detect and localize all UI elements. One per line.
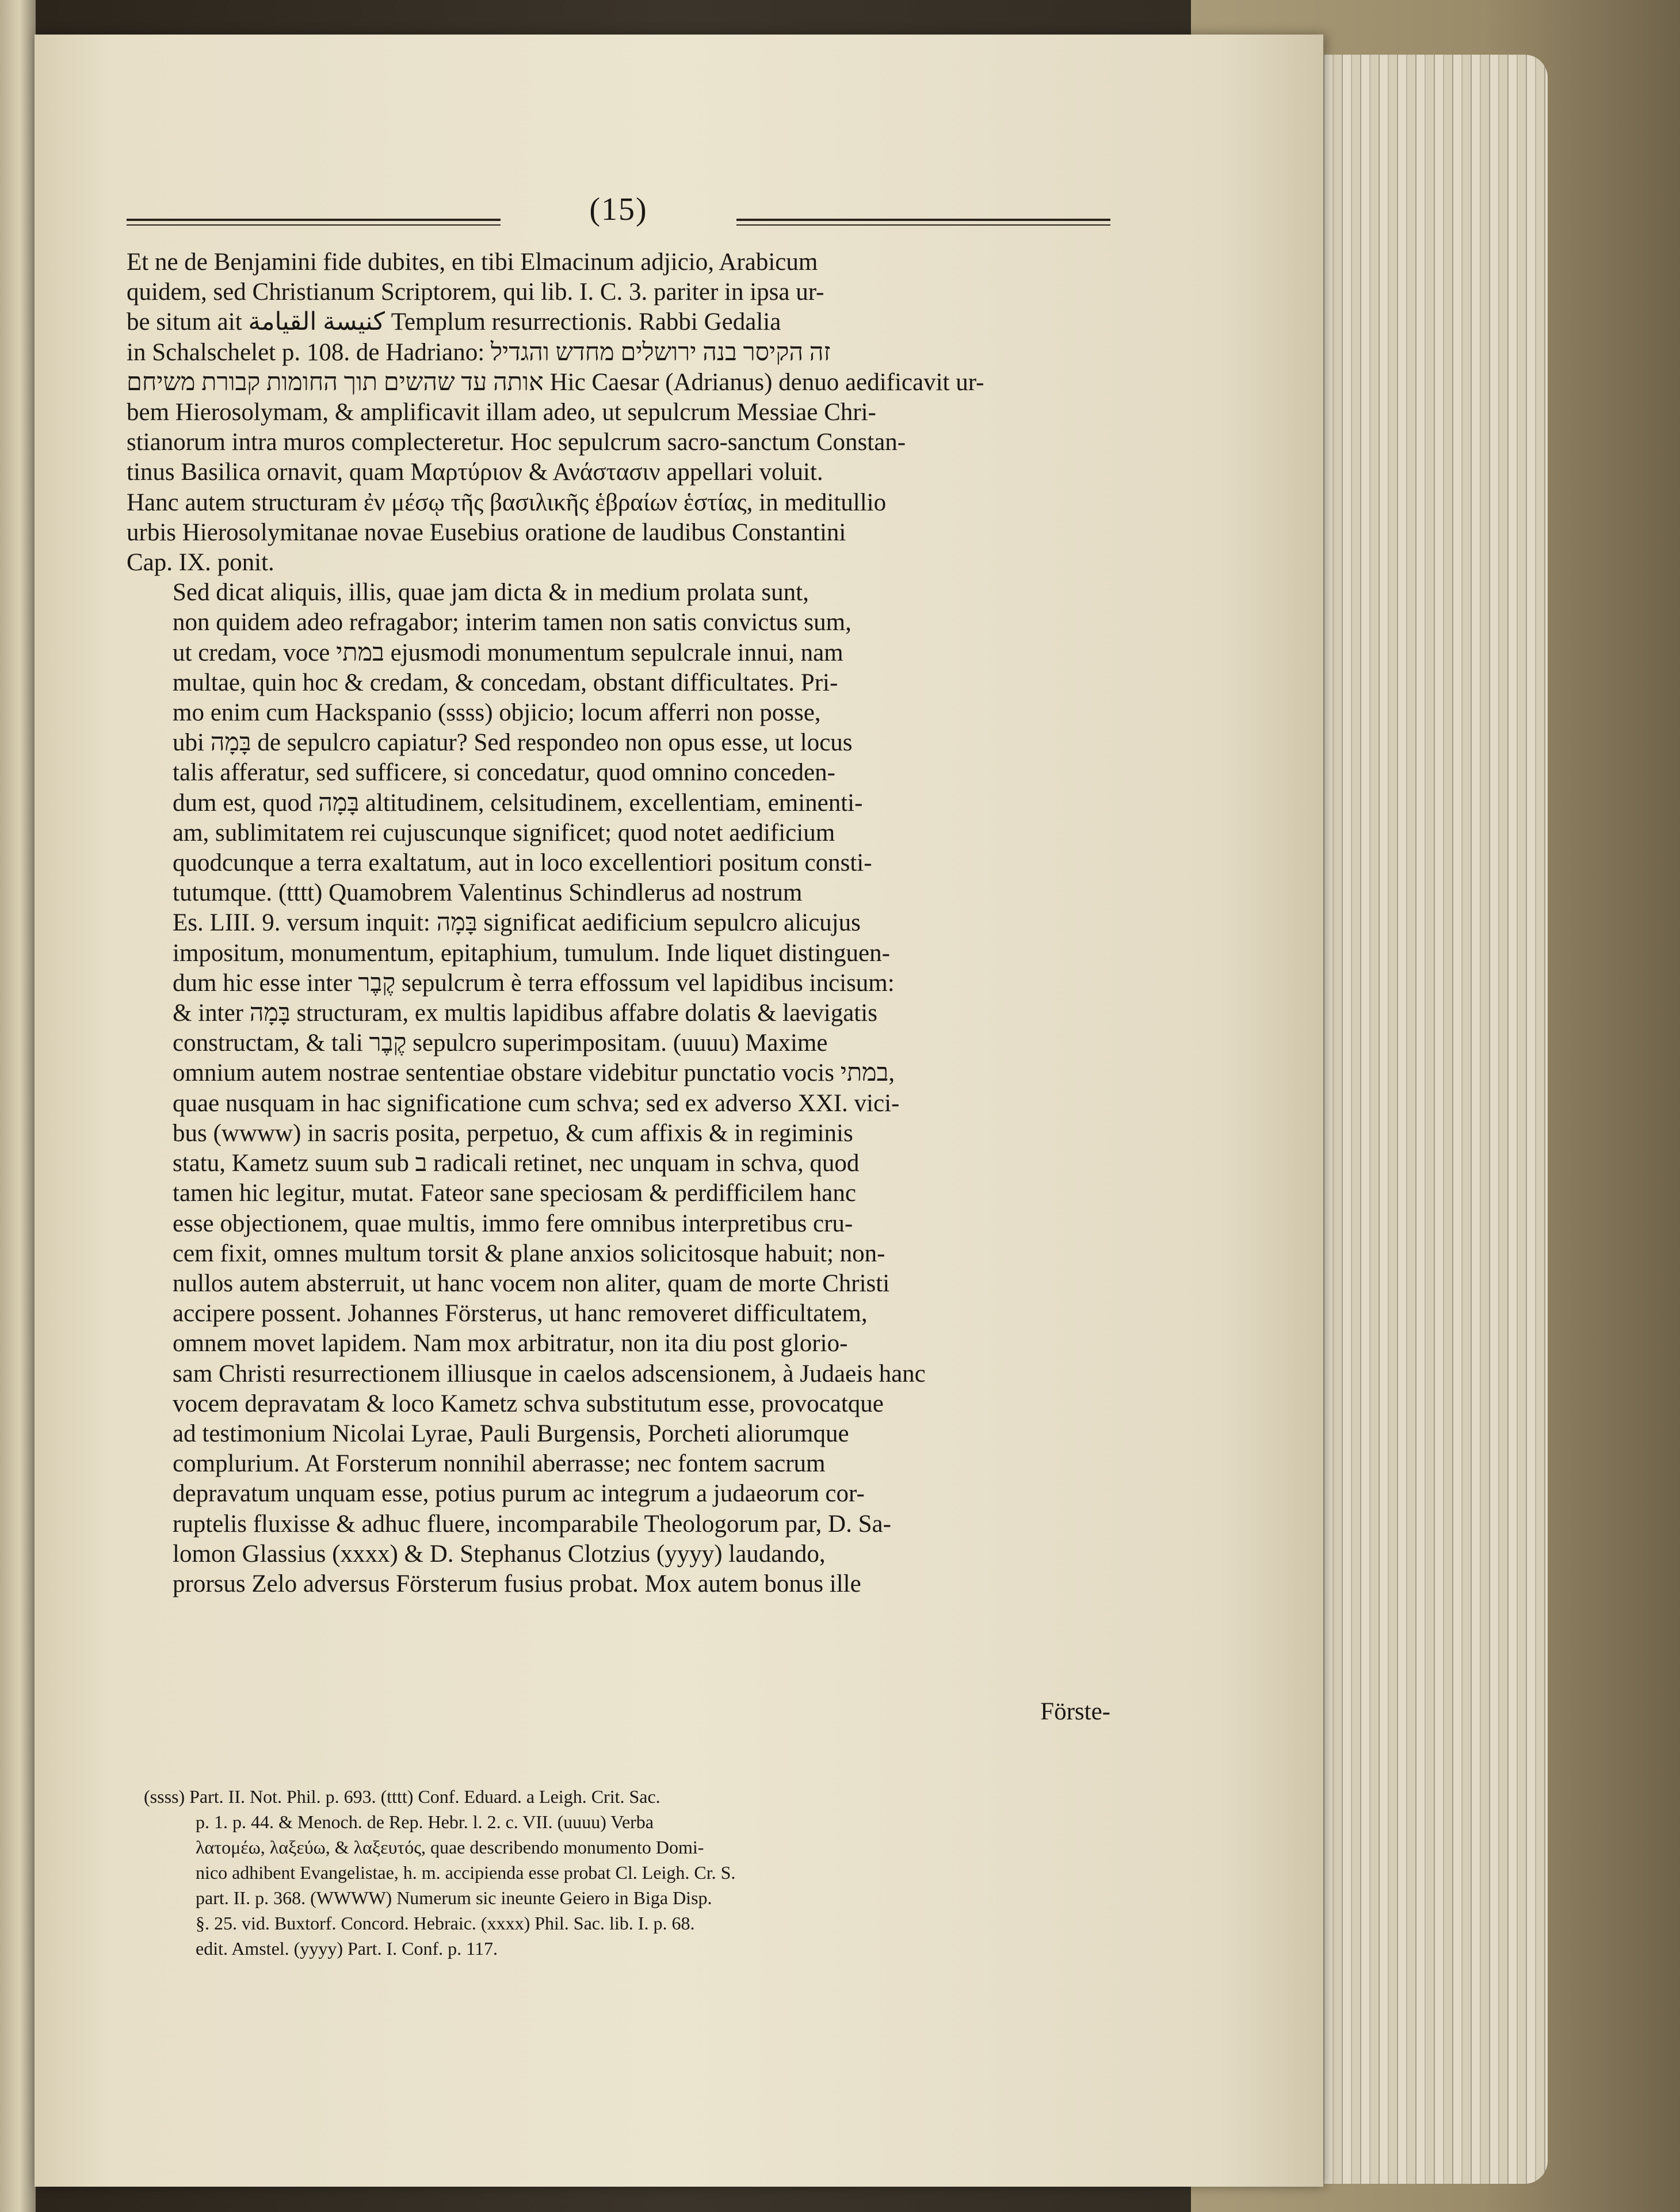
- text-line: am, sublimitatem rei cujuscunque significet; quod notet aedificium: [173, 819, 835, 846]
- text-line: Es. LIII. 9. versum inquit: בָּמָה significat aedificium sepulcro alicujus: [173, 909, 861, 937]
- footnotes: [144, 1784, 1110, 1961]
- text-line: esse objectionem, quae multis, immo fere omnibus interpretibus cru-: [173, 1210, 853, 1237]
- body-text: [127, 247, 1110, 1599]
- catchword: Förste-: [1040, 1698, 1110, 1725]
- text-block: [127, 184, 1110, 2026]
- text-line: Cap. IX. ponit.: [127, 549, 274, 577]
- text-line: dum hic esse inter קֶבֶר sepulcrum è terra effossum vel lapidibus incisum:: [173, 969, 895, 997]
- text-line: prorsus Zelo adversus Försterum fusius probat. Mox autem bonus ille: [173, 1570, 861, 1597]
- text-line: tamen hic legitur, mutat. Fateor sane speciosam & perdifficilem hanc: [173, 1180, 856, 1207]
- text-line: Sed dicat aliquis, illis, quae jam dicta & in medium prolata sunt,: [173, 579, 809, 607]
- text-line: statu, Kametz suum sub ב radicali retinet, nec unquam in schva, quod: [173, 1150, 860, 1177]
- paragraph-2: [127, 578, 1110, 1599]
- text-line: multae, quin hoc & credam, & concedam, obstant difficultates. Pri-: [173, 669, 838, 696]
- text-line: ruptelis fluxisse & adhuc fluere, incomparabile Theologorum par, D. Sa-: [173, 1510, 891, 1538]
- text-line: non quidem adeo refragabor; interim tamen non satis convictus sum,: [173, 609, 852, 636]
- header-rule-right: [736, 219, 1110, 226]
- text-line: cem fixit, omnes multum torsit & plane anxios solicitosque habuit; non-: [173, 1240, 885, 1267]
- text-line: constructam, & tali קֶבֶר sepulcro superimpositam. (uuuu) Maxime: [173, 1029, 828, 1057]
- page-edges: [1306, 55, 1548, 2184]
- text-line: omnium autem nostrae sententiae obstare videbitur punctatio vocis במתי,: [173, 1059, 895, 1087]
- running-header: [127, 184, 1110, 247]
- text-line: nullos autem absterruit, ut hanc vocem non aliter, quam de morte Christi: [173, 1269, 890, 1297]
- header-rule-left: [127, 219, 501, 226]
- text-line: urbis Hierosolymitanae novae Eusebius oratione de laudibus Constantini: [127, 518, 846, 546]
- text-line: אותה עד שהשים תוך החומות קבורת משיחם Hic Caesar (Adrianus) denuo aedificavit ur-: [127, 368, 984, 396]
- text-line: complurium. At Forsterum nonnihil aberrasse; nec fontem sacrum: [173, 1450, 826, 1478]
- footnote-line: (ssss) Part. II. Not. Phil. p. 693. (tttt) Conf. Eduard. a Leigh. Crit. Sac.: [144, 1786, 660, 1807]
- text-line: in Schalschelet p. 108. de Hadriano: זה הקיסר בנה ירושלים מחדש והגדיל: [127, 338, 831, 366]
- facing-page-edge: [0, 0, 36, 2212]
- footnote-line: nico adhibent Evangelistae, h. m. accipienda esse probat Cl. Leigh. Cr. S.: [196, 1862, 736, 1883]
- text-line: accipere possent. Johannes Försterus, ut hanc removeret difficultatem,: [173, 1300, 868, 1328]
- text-line: lomon Glassius (xxxx) & D. Stephanus Clotzius (yyyy) laudando,: [173, 1540, 826, 1568]
- footnote-line: p. 1. p. 44. & Menoch. de Rep. Hebr. l. 2. c. VII. (uuuu) Verba: [196, 1811, 654, 1832]
- page-number: (15): [589, 192, 648, 227]
- text-line: tinus Basilica ornavit, quam Μαρτύριον & Ανάστασιν appellari voluit.: [127, 459, 823, 486]
- text-line: impositum, monumentum, epitaphium, tumulum. Inde liquet distinguen-: [173, 939, 890, 967]
- text-line: bus (wwww) in sacris posita, perpetuo, & cum affixis & in regiminis: [173, 1119, 853, 1147]
- text-line: Et ne de Benjamini fide dubites, en tibi Elmacinum adjicio, Arabicum: [127, 249, 818, 276]
- book-page: [35, 35, 1323, 2187]
- text-line: mo enim cum Hackspanio (ssss) objicio; locum afferri non posse,: [173, 699, 821, 727]
- paragraph-1: [127, 247, 1110, 578]
- text-line: bem Hierosolymam, & amplificavit illam adeo, ut sepulcrum Messiae Chri-: [127, 399, 876, 426]
- text-line: ubi בָּמָה de sepulcro capiatur? Sed respondeo non opus esse, ut locus: [173, 729, 853, 757]
- text-line: quidem, sed Christianum Scriptorem, qui lib. I. C. 3. pariter in ipsa ur-: [127, 279, 824, 306]
- text-line: vocem depravatam & loco Kametz schva substitutum esse, provocatque: [173, 1390, 884, 1417]
- text-line: tutumque. (tttt) Quamobrem Valentinus Schindlerus ad nostrum: [173, 879, 803, 907]
- footnote-line: edit. Amstel. (yyyy) Part. I. Conf. p. 117.: [196, 1938, 498, 1959]
- text-line: sam Christi resurrectionem illiusque in caelos adscensionem, à Judaeis hanc: [173, 1360, 926, 1387]
- footnote-line: §. 25. vid. Buxtorf. Concord. Hebraic. (xxxx) Phil. Sac. lib. I. p. 68.: [196, 1913, 695, 1933]
- text-line: & inter בָּמָה structuram, ex multis lapidibus affabre dolatis & laevigatis: [173, 1000, 877, 1027]
- text-line: ad testimonium Nicolai Lyrae, Pauli Burgensis, Porcheti aliorumque: [173, 1420, 849, 1447]
- text-line: Hanc autem structuram ἐν μέσῳ τῆς βασιλικῆς ἑβραίων ἑστίας, in meditullio: [127, 489, 887, 516]
- text-line: quodcunque a terra exaltatum, aut in loco excellentiori positum consti-: [173, 849, 872, 877]
- text-line: dum est, quod בָּמָה altitudinem, celsitudinem, excellentiam, eminenti-: [173, 789, 863, 817]
- text-line: talis afferatur, sed sufficere, si concedatur, quod omnino conceden-: [173, 759, 835, 787]
- text-line: be situm ait كنيسة القيامة Templum resurrectionis. Rabbi Gedalia: [127, 308, 781, 336]
- footnote-line: part. II. p. 368. (WWWW) Numerum sic ineunte Geiero in Biga Disp.: [196, 1887, 712, 1908]
- text-line: stianorum intra muros complecteretur. Hoc sepulcrum sacro-sanctum Constan-: [127, 429, 906, 456]
- footnote-line: λατομέω, λαξεύω, & λαξευτός, quae describendo monumento Domi-: [196, 1837, 704, 1858]
- text-line: depravatum unquam esse, potius purum ac integrum a judaeorum cor-: [173, 1480, 865, 1508]
- text-line: ut credam, voce במתי ejusmodi monumentum sepulcrale innui, nam: [173, 639, 843, 666]
- text-line: omnem movet lapidem. Nam mox arbitratur, non ita diu post glorio-: [173, 1330, 848, 1357]
- text-line: quae nusquam in hac significatione cum schva; sed ex adverso XXI. vici-: [173, 1089, 900, 1117]
